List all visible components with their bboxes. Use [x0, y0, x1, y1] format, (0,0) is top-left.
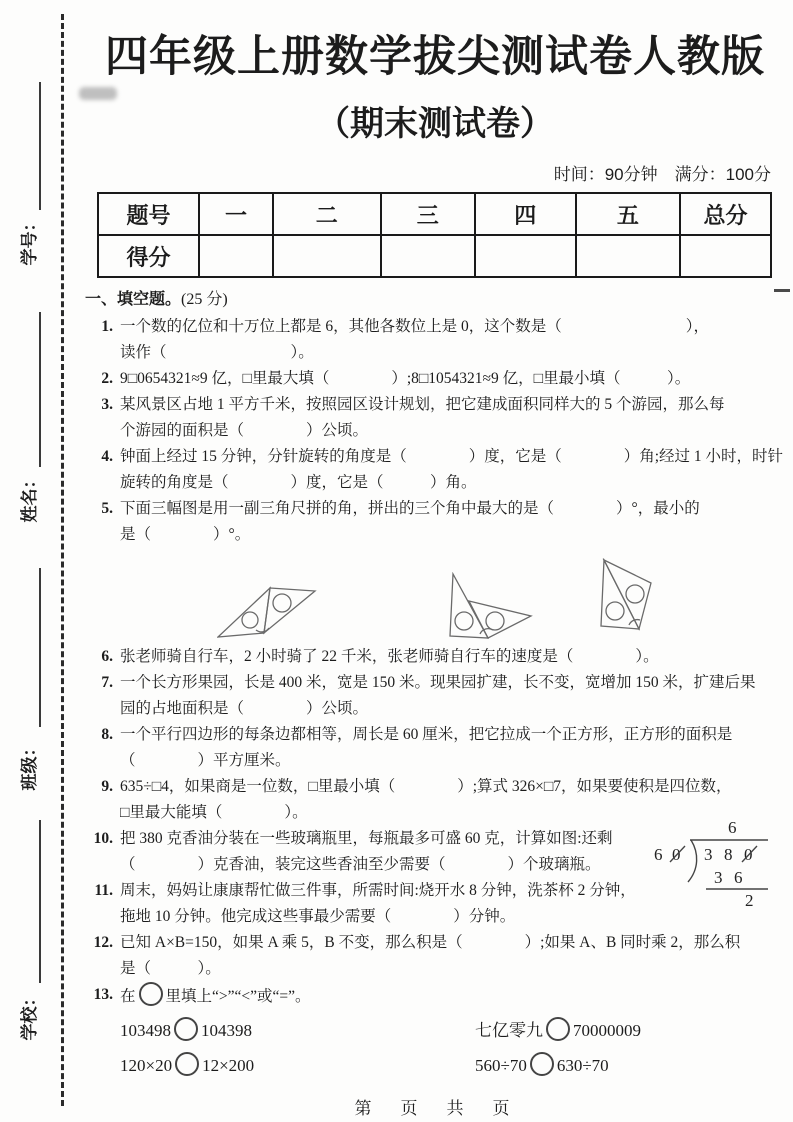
comparison-item	[475, 1017, 641, 1045]
paper-subtitle: （期末测试卷）	[316, 105, 554, 143]
seal-label-class: 班级：	[20, 739, 39, 791]
score-cell	[199, 235, 273, 277]
question-number: 11.	[94, 882, 113, 899]
seal-label-name: 姓名：	[20, 471, 39, 523]
question-line: 已知 A×B=150，如果 A 乘 5，B 不变，那么积是（ ）;如果 A、B 同时乘 2，那么积	[120, 934, 741, 951]
division-dividend-digit: 8	[724, 845, 733, 864]
question-number: 9.	[101, 778, 113, 795]
school-write-line	[39, 820, 41, 983]
comparison-right-value: 104398	[201, 1021, 252, 1040]
name-write-line	[39, 312, 41, 467]
score-header-2: 二	[273, 193, 381, 235]
set-square-figures-row	[85, 550, 785, 640]
long-division-figure	[648, 818, 776, 908]
question-line: 钟面上经过 15 分钟，分针旋转的角度是（ ）度，它是（ ）角;经过 1 小时，时针	[120, 448, 784, 465]
comparison-item	[120, 1017, 475, 1045]
question-line: 一个数的亿位和十万位上都是 6，其他各数位上是 0，这个数是（ ），	[120, 318, 710, 335]
student-id-write-line	[39, 82, 41, 210]
question-line: 园的占地面积是（ ）公顷。	[120, 700, 369, 717]
comparison-right-value: 630÷70	[556, 1056, 609, 1075]
score-table-header-row	[98, 193, 771, 235]
comparison-left-value: 103498	[120, 1021, 171, 1040]
question-number: 5.	[101, 500, 113, 517]
score-header-timuhao: 题号	[98, 193, 199, 235]
question-line: 拖地 10 分钟。他完成这些事最少需要（ ）分钟。	[120, 908, 516, 925]
paper-title: 四年级上册数学拔尖测试卷人教版	[105, 33, 765, 81]
question-line: 把 380 克香油分装在一些玻璃瓶里，每瓶最多可盛 60 克，计算如图:还剩	[120, 830, 613, 847]
comparison-right-value: 70000009	[573, 1021, 641, 1040]
question-number: 13.	[93, 986, 113, 1003]
question-line: 是（ ）°。	[120, 526, 251, 543]
division-sub-digit: 3	[714, 868, 723, 887]
question-number: 1.	[101, 318, 113, 335]
question-number: 4.	[101, 448, 113, 465]
page-footer: 第 页 共 页	[354, 1099, 516, 1118]
comparison-circle	[175, 1052, 199, 1076]
division-remainder: 2	[745, 891, 754, 908]
comparison-item	[475, 1052, 609, 1080]
question-number: 6.	[101, 648, 113, 665]
comparison-row-1	[85, 1017, 785, 1045]
comparison-circle	[174, 1017, 198, 1041]
fill-in-circle	[139, 982, 163, 1006]
score-cell	[680, 235, 771, 277]
question-line: 635÷□4，如果商是一位数，□里最小填（ ）;算式 326×□7，如果要使积是四位数，	[120, 778, 732, 795]
question-line: □里最大能填（ ）。	[120, 804, 308, 821]
question-line: 读作（ ）。	[120, 344, 314, 361]
question-line: 个游园的面积是（ ）公顷。	[120, 422, 369, 439]
question-2	[85, 366, 785, 392]
score-cell	[381, 235, 475, 277]
question-number: 10.	[93, 830, 113, 847]
section-heading	[85, 288, 785, 312]
set-square-figure-3	[585, 558, 659, 634]
question-7	[85, 670, 785, 722]
division-divisor-digit: 6	[654, 845, 663, 864]
question-line: 周末，妈妈让康康帮忙做三件事，所需时间:烧开水 8 分钟，洗茶杯 2 分钟，	[120, 882, 636, 899]
score-header-4: 四	[475, 193, 576, 235]
question-8	[85, 722, 785, 774]
division-dividend-digit: 3	[704, 845, 713, 864]
question-12	[85, 930, 785, 982]
division-sub-digit: 6	[734, 868, 743, 887]
question-3	[85, 392, 785, 444]
q13-text-after: 里填上“>”“<”或“=”。	[165, 988, 311, 1005]
score-row-label: 得分	[98, 235, 199, 277]
seal-label-student-id: 学号：	[20, 214, 39, 266]
division-dividend-digit: 0	[744, 845, 753, 864]
question-5	[85, 496, 785, 548]
question-number: 7.	[101, 674, 113, 691]
question-6	[85, 644, 785, 670]
question-number: 3.	[101, 396, 113, 413]
score-cell	[475, 235, 576, 277]
q13-text-before: 在	[120, 988, 136, 1005]
score-header-total: 总分	[680, 193, 771, 235]
comparison-circle	[546, 1017, 570, 1041]
set-square-figure-1	[217, 580, 317, 640]
section-points: (25 分)	[181, 291, 228, 308]
question-line: 一个平行四边形的每条边都相等，周长是 60 厘米，把它拉成一个正方形，正方形的面积是	[120, 726, 733, 743]
question-line: （ ）平方厘米。	[120, 752, 291, 769]
question-line	[120, 982, 785, 1010]
comparison-left-value: 560÷70	[475, 1056, 527, 1075]
comparison-left-value: 120×20	[120, 1056, 173, 1075]
seal-dashed-line	[61, 14, 64, 1106]
score-cell	[273, 235, 381, 277]
score-header-1: 一	[199, 193, 273, 235]
comparison-left-value: 七亿零九	[475, 1021, 543, 1040]
division-divisor-digit: 0	[672, 845, 681, 864]
question-number: 8.	[101, 726, 113, 743]
question-4	[85, 444, 785, 496]
question-line: 下面三幅图是用一副三角尺拼的角，拼出的三个角中最大的是（ ）°，最小的	[120, 500, 700, 517]
comparison-item	[120, 1052, 475, 1080]
score-cell	[576, 235, 680, 277]
question-line: 9□0654321≈9 亿，□里最大填（ ）;8□1054321≈9 亿，□里最小填（ ）。	[120, 370, 691, 387]
question-13	[85, 982, 785, 1010]
time-score-meta: 时间：90分钟 满分：100分	[553, 165, 771, 184]
question-number: 2.	[101, 370, 113, 387]
question-line: 旋转的角度是（ ）度，它是（ ）角。	[120, 474, 477, 491]
seal-label-school: 学校：	[20, 989, 39, 1041]
score-header-3: 三	[381, 193, 475, 235]
question-1	[85, 314, 785, 366]
paper-content	[85, 0, 785, 1119]
question-line: 张老师骑自行车，2 小时骑了 22 千米，张老师骑自行车的速度是（ ）。	[120, 648, 659, 665]
section-title: 一、填空题。	[85, 291, 182, 308]
question-line: （ ）克香油，装完这些香油至少需要（ ）个玻璃瓶。	[120, 856, 601, 873]
question-line: 某风景区占地 1 平方千米，按照园区设计规划，把它建成面积同样大的 5 个游园，那么每	[120, 396, 725, 413]
question-line: 一个长方形果园，长是 400 米，宽是 150 米。现果园扩建，长不变，宽增加 150 米，扩建后果	[120, 674, 756, 691]
score-header-5: 五	[576, 193, 680, 235]
division-quotient: 6	[728, 818, 737, 837]
score-table-score-row	[98, 235, 771, 277]
comparison-row-2	[85, 1052, 785, 1080]
comparison-right-value: 12×200	[202, 1056, 255, 1075]
question-line: 是（ ）。	[120, 960, 221, 977]
class-write-line	[39, 568, 41, 727]
score-table	[97, 192, 772, 278]
set-square-figure-2	[447, 572, 533, 640]
comparison-circle	[530, 1052, 554, 1076]
question-number: 12.	[93, 934, 113, 951]
